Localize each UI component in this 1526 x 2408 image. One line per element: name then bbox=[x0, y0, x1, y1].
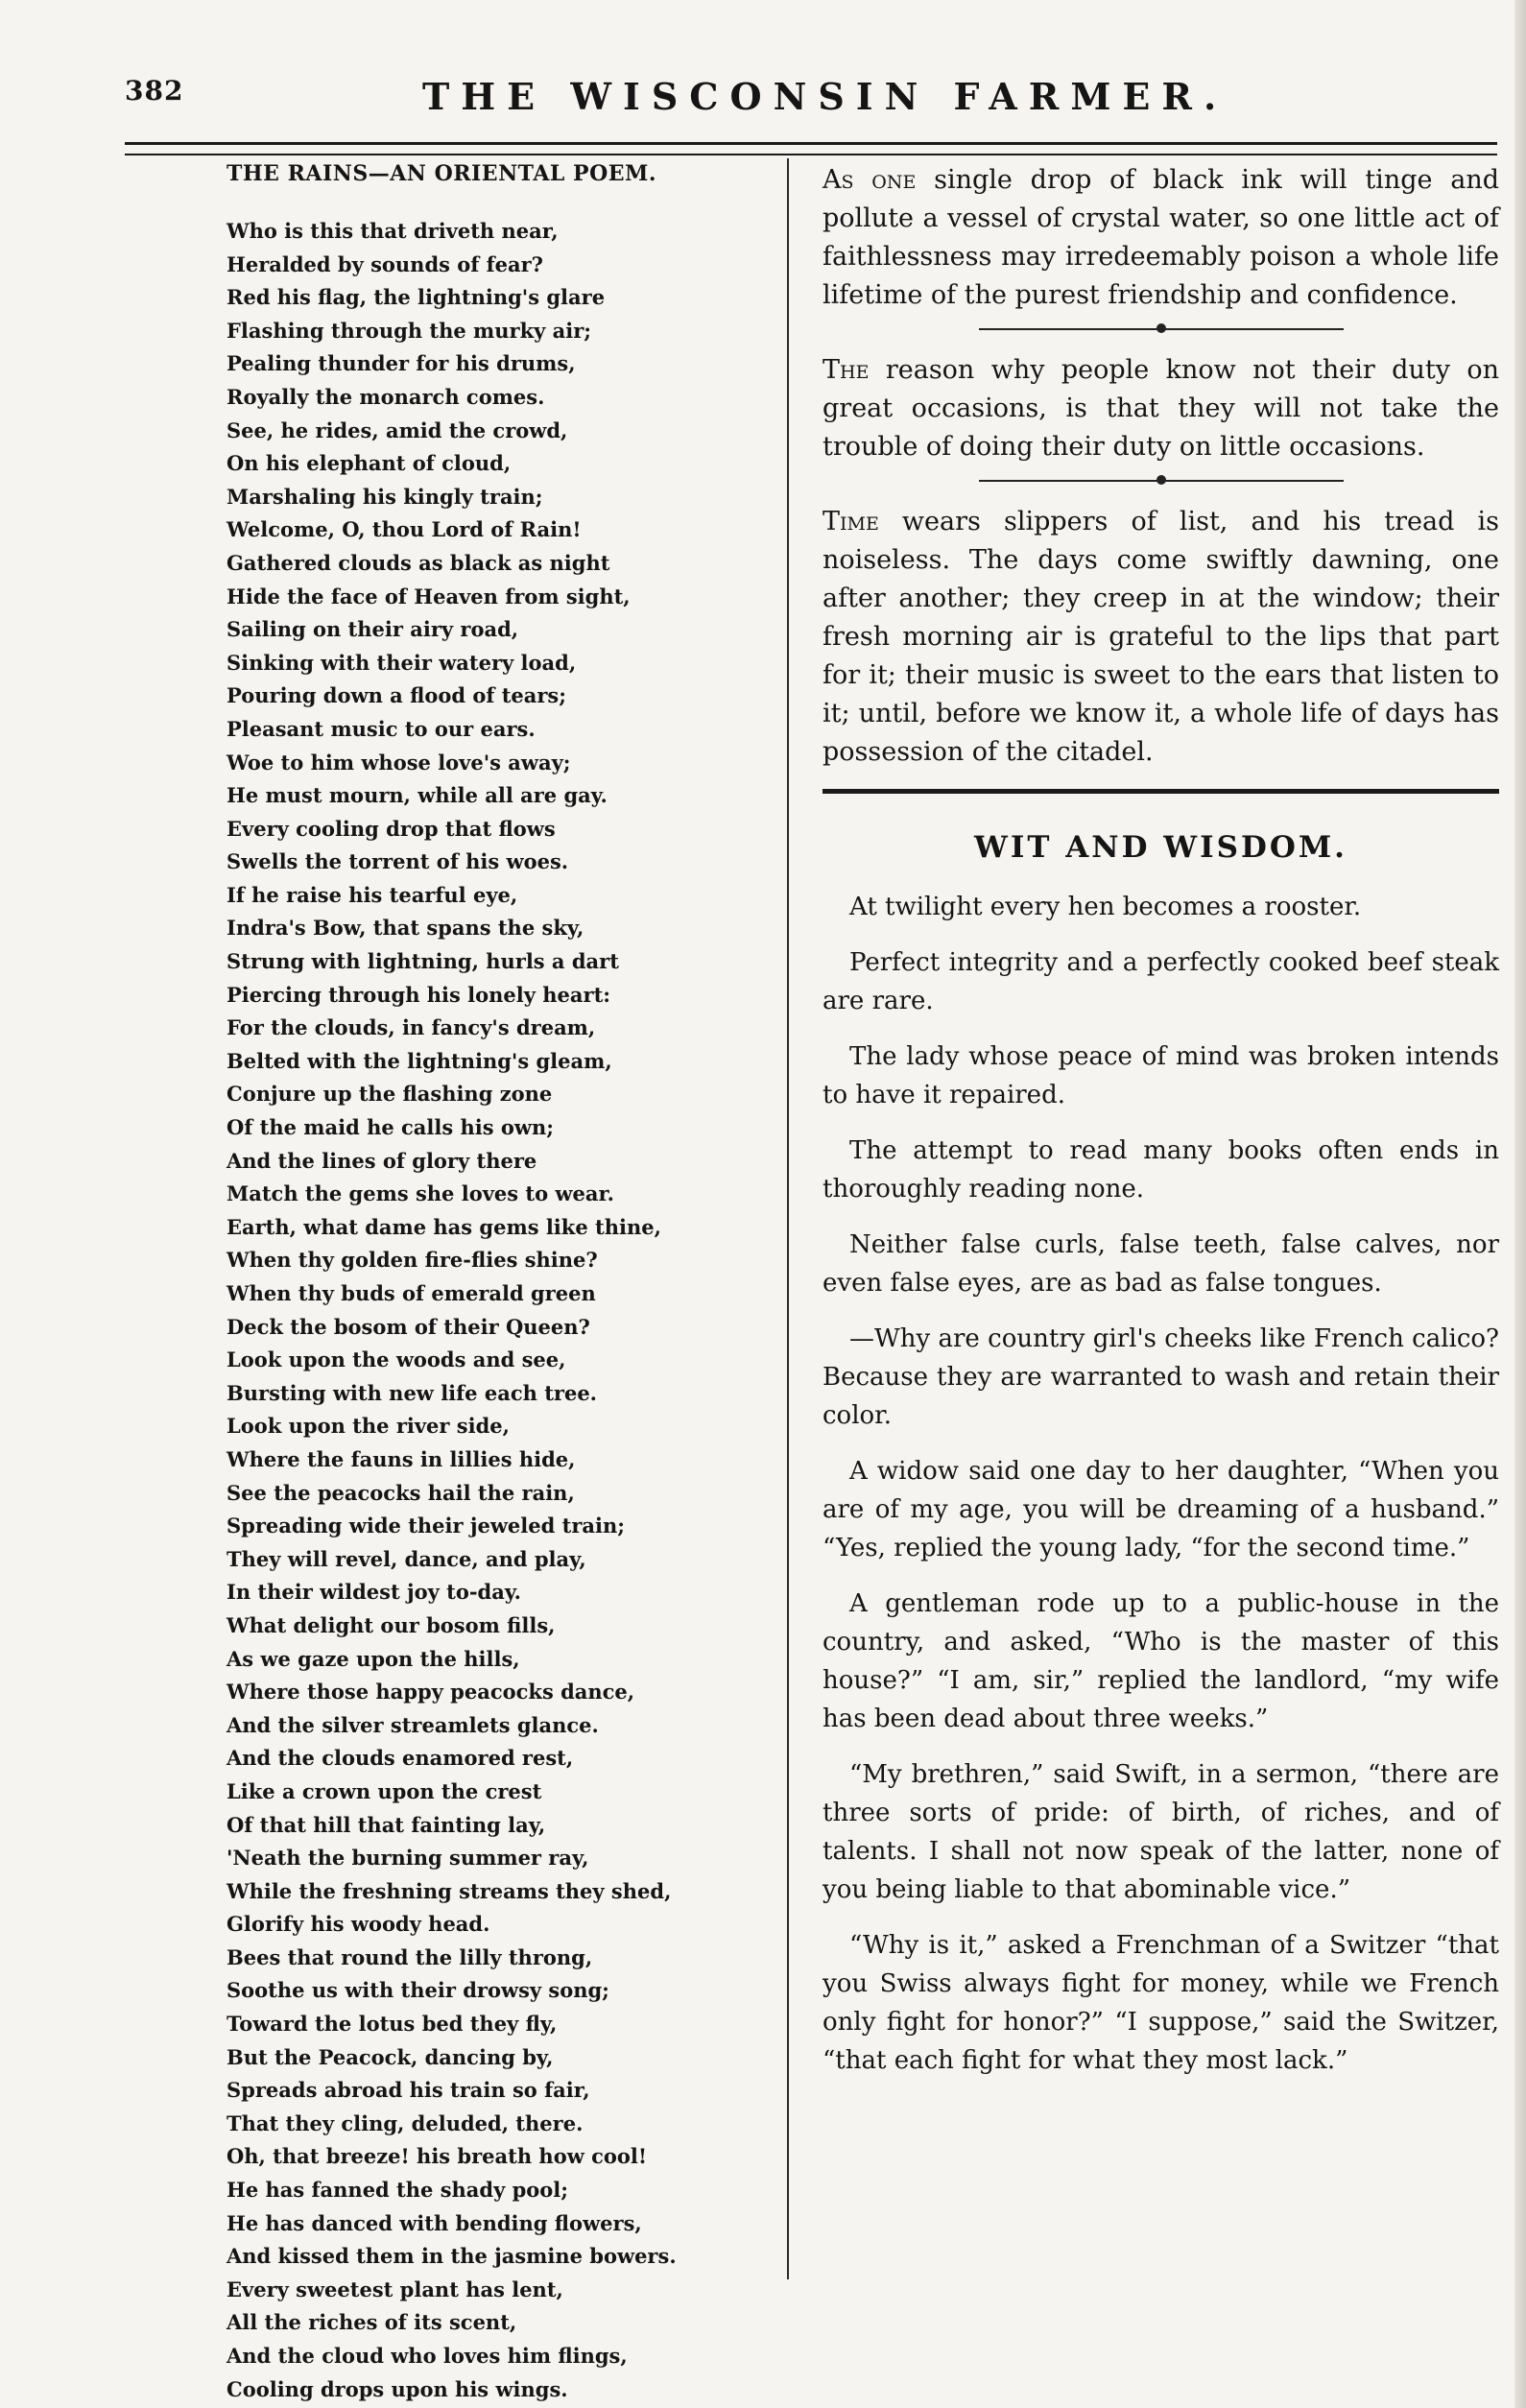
poem-line: Spreading wide their jeweled train; bbox=[227, 1514, 625, 1538]
poem-line: As we gaze upon the hills, bbox=[227, 1646, 520, 1671]
poem-line: While the freshning streams they shed, bbox=[227, 1878, 672, 1903]
poem-line: Conjure up the flashing zone bbox=[227, 1082, 553, 1107]
poem-line: And kissed them in the jasmine bowers. bbox=[227, 2244, 677, 2269]
poem-line: And the cloud who loves him flings, bbox=[227, 2344, 628, 2368]
poem-line: Hide the face of Heaven from sight, bbox=[227, 584, 631, 608]
wit-item: Neither false curls, false teeth, false calves, nor even false eyes, are as bad as false tongues. bbox=[823, 1230, 1499, 1298]
wit-item: “My brethren,” said Swift, in a sermon, “there are three sorts of pride: of birth, of riches, and of talents. I shall not now speak of the latter, none of you being liable to that abominable vice.” bbox=[823, 1760, 1499, 1904]
poem-line: Piercing through his lonely heart: bbox=[227, 982, 611, 1007]
poem-line: Heralded by sounds of fear? bbox=[227, 251, 543, 276]
wit-item: A widow said one day to her daughter, “When you are of my age, you will be dreaming of a husband.” “Yes, replied the young lady, “for the second time.” bbox=[823, 1457, 1499, 1562]
poem-line: Where the fauns in lillies hide, bbox=[227, 1446, 576, 1471]
paragraph-text: wears slippers of list, and his tread is noiseless. The days come swiftly dawning, one after another; they creep in at the window; their fresh morning air is grateful to the lips that part for it; their music is sweet to the ears that listen to it; until, before we know it, a whole life of days has possession of the citadel. bbox=[823, 507, 1499, 767]
poem-line: Sailing on their airy road, bbox=[227, 617, 519, 642]
wit-item: —Why are country girl's cheeks like French calico? Because they are warranted to wash and retain their color. bbox=[823, 1324, 1499, 1430]
poem-line: Look upon the woods and see, bbox=[227, 1347, 566, 1372]
poem-line: Strung with lightning, hurls a dart bbox=[227, 949, 619, 974]
poem-line: Pleasant music to our ears. bbox=[227, 716, 536, 741]
header-rule-top bbox=[125, 142, 1497, 145]
header-rule-bottom bbox=[125, 154, 1497, 155]
poem-line: Match the gems she loves to wear. bbox=[227, 1181, 614, 1206]
poem-line: See the peacocks hail the rain, bbox=[227, 1480, 575, 1505]
section-rule bbox=[823, 789, 1499, 794]
poem-line: On his elephant of cloud, bbox=[227, 451, 512, 476]
wit-item: The attempt to read many books often ends in thoroughly reading none. bbox=[823, 1136, 1499, 1204]
separator-ornament bbox=[979, 328, 1344, 330]
poem-line: Cooling drops upon his wings. bbox=[227, 2376, 568, 2401]
paragraph-lead: As one bbox=[823, 165, 917, 195]
poem-line: What delight our bosom fills, bbox=[227, 1612, 556, 1637]
poem-line: Of the maid he calls his own; bbox=[227, 1115, 554, 1140]
poem-line: And the clouds enamored rest, bbox=[227, 1746, 574, 1771]
poem-line: In their wildest joy to-day. bbox=[227, 1580, 521, 1605]
poem-line: Flashing through the murky air; bbox=[227, 318, 592, 343]
paragraph-time bbox=[823, 503, 1499, 772]
poem-line: See, he rides, amid the crowd, bbox=[227, 417, 568, 442]
poem-line: Swells the torrent of his woes. bbox=[227, 849, 569, 874]
paragraph-lead: Time bbox=[823, 507, 879, 536]
poem-line: Every sweetest plant has lent, bbox=[227, 2277, 563, 2301]
poem-line: Like a crown upon the crest bbox=[227, 1778, 542, 1803]
section-heading: WIT AND WISDOM. bbox=[974, 830, 1347, 865]
poem-line: He must mourn, while all are gay. bbox=[227, 783, 608, 808]
poem-line: When thy golden fire-flies shine? bbox=[227, 1248, 598, 1273]
paragraph-ink bbox=[823, 161, 1499, 315]
poem-line: Spreads abroad his train so fair, bbox=[227, 2078, 590, 2103]
poem-line: They will revel, dance, and play, bbox=[227, 1546, 586, 1571]
paragraph-lead: The bbox=[823, 355, 870, 385]
wit-item: Perfect integrity and a perfectly cooked beef steak are rare. bbox=[823, 948, 1499, 1015]
wit-item: A gentleman rode up to a public-house in the country, and asked, “Who is the master of this house?” “I am, sir,” replied the landlord, “my wife has been dead about three weeks.” bbox=[823, 1589, 1499, 1733]
poem-line: That they cling, deluded, there. bbox=[227, 2110, 584, 2135]
poem-title: THE RAINS—AN ORIENTAL POEM. bbox=[227, 161, 657, 186]
poem-line: Every cooling drop that flows bbox=[227, 816, 556, 841]
poem-line: Pouring down a flood of tears; bbox=[227, 683, 567, 708]
masthead-title: THE WISCONSIN FARMER. bbox=[422, 75, 1228, 118]
wit-item: At twilight every hen becomes a rooster. bbox=[849, 893, 1362, 921]
poem-line: Welcome, O, thou Lord of Rain! bbox=[227, 517, 582, 542]
poem-line: He has danced with bending flowers, bbox=[227, 2210, 642, 2235]
page-number: 382 bbox=[125, 75, 184, 107]
poem-line: Woe to him whose love's away; bbox=[227, 750, 571, 775]
poem-line: Earth, what dame has gems like thine, bbox=[227, 1214, 661, 1239]
poem-line: Who is this that driveth near, bbox=[227, 219, 559, 243]
poem-line: Red his flag, the lightning's glare bbox=[227, 285, 606, 310]
paragraph-duty bbox=[823, 351, 1499, 466]
poem-line: And the silver streamlets glance. bbox=[227, 1712, 599, 1737]
poem-line: He has fanned the shady pool; bbox=[227, 2178, 569, 2203]
wit-item: “Why is it,” asked a Frenchman of a Switzer “that you Swiss always fight for money, while we French only fight for honor?” “I suppose,” said the Switzer, “that each fight for what they most lack.” bbox=[823, 1931, 1499, 2075]
wit-item: The lady whose peace of mind was broken intends to have it repaired. bbox=[823, 1042, 1499, 1109]
poem-line: Gathered clouds as black as night bbox=[227, 550, 610, 575]
page-edge-shadow bbox=[1514, 0, 1526, 2408]
poem-line: And the lines of glory there bbox=[227, 1148, 537, 1173]
right-column bbox=[823, 161, 1499, 2097]
poem-line: Pealing thunder for his drums, bbox=[227, 351, 576, 376]
poem-line: For the clouds, in fancy's dream, bbox=[227, 1015, 596, 1040]
poem-line: Look upon the river side, bbox=[227, 1414, 510, 1439]
wit-list bbox=[823, 888, 1499, 2080]
poem-line: Indra's Bow, that spans the sky, bbox=[227, 916, 584, 941]
poem-line: Glorify his woody head. bbox=[227, 1912, 490, 1937]
poem-line: If he raise his tearful eye, bbox=[227, 882, 518, 907]
poem-line: Belted with the lightning's gleam, bbox=[227, 1048, 612, 1073]
paragraph-text: single drop of black ink will tinge and pollute a vessel of crystal water, so one little act of faithlessness may irredeemably poison a whole life lifetime of the purest friendship and confidence. bbox=[823, 165, 1499, 310]
poem-line: Soothe us with their drowsy song; bbox=[227, 1978, 609, 2003]
poem-line: But the Peacock, dancing by, bbox=[227, 2044, 554, 2069]
poem-line: Marshaling his kingly train; bbox=[227, 484, 543, 509]
poem-line: All the riches of its scent, bbox=[227, 2310, 517, 2335]
poem-line: Deck the bosom of their Queen? bbox=[227, 1314, 590, 1339]
poem-line: Toward the lotus bed they fly, bbox=[227, 2012, 558, 2037]
poem-line: 'Neath the burning summer ray, bbox=[227, 1846, 589, 1871]
poem-line: Oh, that breeze! his breath how cool! bbox=[227, 2144, 648, 2169]
paragraph-text: reason why people know not their duty on great occasions, is that they will not take the trouble of doing their duty on little occasions. bbox=[823, 355, 1499, 462]
poem-line: When thy buds of emerald green bbox=[227, 1281, 596, 1305]
poem-line: Bursting with new life each tree. bbox=[227, 1380, 597, 1405]
poem-lines bbox=[227, 215, 774, 2406]
poem-line: Where those happy peacocks dance, bbox=[227, 1680, 635, 1705]
poem-line: Of that hill that fainting lay, bbox=[227, 1812, 546, 1837]
poem-column bbox=[227, 161, 774, 2406]
poem-line: Royally the monarch comes. bbox=[227, 384, 545, 409]
column-divider bbox=[787, 158, 789, 2279]
poem-line: Sinking with their watery load, bbox=[227, 650, 577, 675]
separator-ornament bbox=[979, 480, 1344, 482]
poem-line: Bees that round the lilly throng, bbox=[227, 1944, 593, 1969]
